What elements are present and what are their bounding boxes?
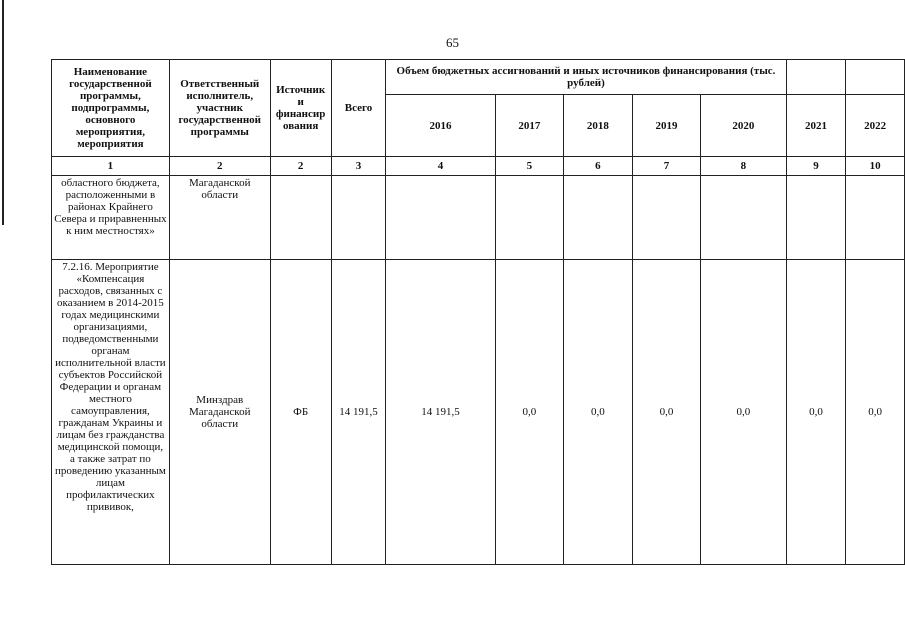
row-value-2022: 0,0	[846, 260, 905, 565]
column-number: 8	[701, 157, 786, 176]
header-year-2022: 2022	[846, 95, 905, 157]
row-value-2016: 14 191,5	[386, 260, 495, 565]
column-number: 10	[846, 157, 905, 176]
column-number: 9	[786, 157, 846, 176]
row-value-2020: 0,0	[701, 260, 786, 565]
page-left-border	[2, 0, 4, 225]
header-blank-2022	[846, 60, 905, 95]
row-executor: Минздрав Магаданской области	[169, 260, 270, 565]
budget-table	[51, 59, 905, 565]
row-source	[270, 176, 331, 260]
column-number: 5	[495, 157, 564, 176]
row-value-2022	[846, 176, 905, 260]
column-number: 7	[632, 157, 701, 176]
column-number: 1	[52, 157, 170, 176]
row-value-2018: 0,0	[564, 260, 633, 565]
header-year-2017: 2017	[495, 95, 564, 157]
header-year-2016: 2016	[386, 95, 495, 157]
header-name: Наименование государственной программы, подпрограммы, основного мероприятия, мероприятия	[52, 60, 170, 157]
column-number: 3	[331, 157, 386, 176]
row-total: 14 191,5	[331, 260, 386, 565]
row-value-2017: 0,0	[495, 260, 564, 565]
page-number: 65	[446, 35, 459, 50]
header-year-2018: 2018	[564, 95, 633, 157]
header-year-2019: 2019	[632, 95, 701, 157]
row-value-2019: 0,0	[632, 260, 701, 565]
column-number: 6	[564, 157, 633, 176]
header-source: Источник и финансир ования	[270, 60, 331, 157]
row-value-2017	[495, 176, 564, 260]
row-name: областного бюджета, расположенными в районах Крайнего Севера и приравненных к ним местностях»	[52, 176, 170, 260]
header-funding-group: Объем бюджетных ассигнований и иных источников финансирования (тыс. рублей)	[386, 60, 786, 95]
header-year-2021: 2021	[786, 95, 846, 157]
row-total	[331, 176, 386, 260]
header-blank-2021	[786, 60, 846, 95]
column-number: 2	[270, 157, 331, 176]
header-year-2020: 2020	[701, 95, 786, 157]
row-value-2018	[564, 176, 633, 260]
row-executor: Магаданской области	[169, 176, 270, 260]
row-value-2021	[786, 176, 846, 260]
row-value-2021: 0,0	[786, 260, 846, 565]
table-row	[52, 176, 905, 260]
row-source: ФБ	[270, 260, 331, 565]
row-value-2019	[632, 176, 701, 260]
header-executor: Ответственный исполнитель, участник государственной программы	[169, 60, 270, 157]
row-value-2016	[386, 176, 495, 260]
table-row	[52, 260, 905, 565]
row-value-2020	[701, 176, 786, 260]
column-number: 2	[169, 157, 270, 176]
column-number: 4	[386, 157, 495, 176]
header-total: Всего	[331, 60, 386, 157]
row-name: 7.2.16. Мероприятие «Компенсация расходов, связанных с оказанием в 2014-2015 годах медицинскими организациями, подведомственными органам исполнительной власти субъектов Российской Федерации и органам местного самоуправления, гражданам Украины и лицам без гражданства медицинской помощи, а также затрат по проведению указанным лицам профилактических прививок,	[52, 260, 170, 565]
